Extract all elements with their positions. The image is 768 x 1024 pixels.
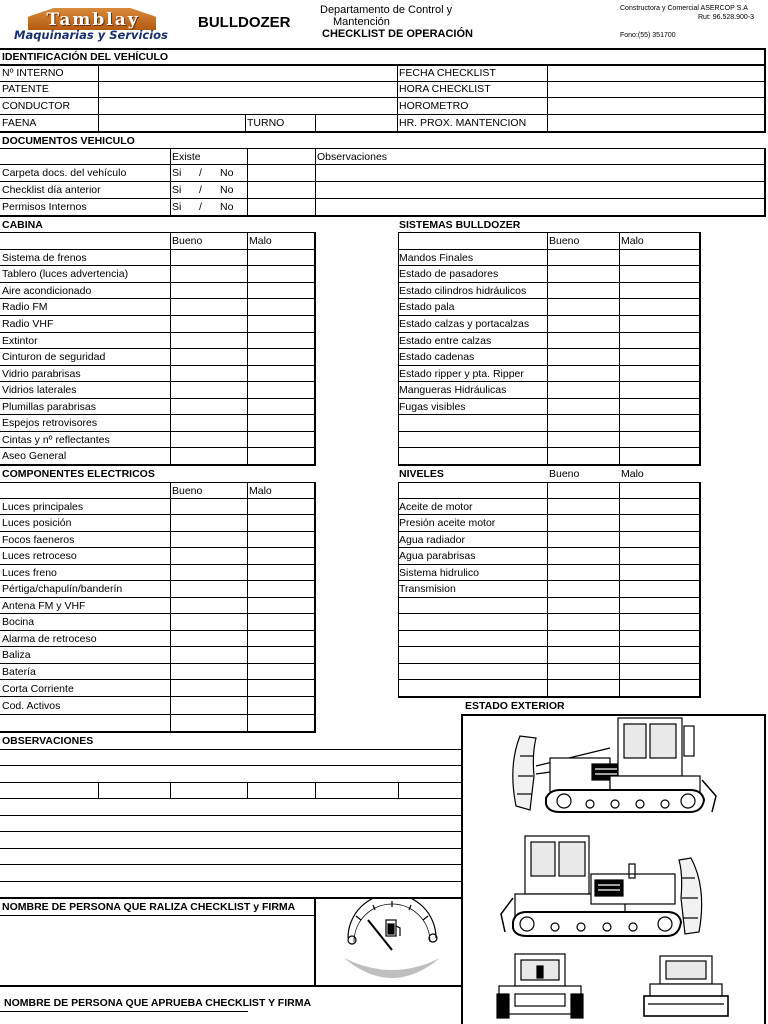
slash: / [199,201,202,213]
sistemas-item: Estado de pasadores [399,268,499,280]
sistemas-item: Estado cadenas [399,351,475,363]
cabina-item: Vidrios laterales [2,384,77,396]
firma-realiza-label: NOMBRE DE PERSONA QUE RALIZA CHECKLIST y FIRMA [2,901,296,913]
col-malo: Malo [621,235,644,247]
electricos-title: COMPONENTES ELECTRICOS [2,468,155,480]
yes-option[interactable]: Si [172,167,182,179]
col-bueno: Bueno [549,235,580,247]
sistemas-title: SISTEMAS BULLDOZER [399,219,521,231]
cabina-item: Espejos retrovisores [2,417,98,429]
bulldozer-rear-illustration [495,950,585,1022]
niveles-item: Agua parabrisas [399,550,476,562]
electricos-item: Bocina [2,616,35,628]
doc-row-label: Carpeta docs. del vehículo [2,167,127,179]
dept-line2: Mantención [333,16,390,28]
label-hora: HORA CHECKLIST [399,83,491,95]
niveles-title: NIVELES [399,468,444,480]
sistemas-item: Mandos Finales [399,252,474,264]
cabina-item: Cinturon de seguridad [2,351,106,363]
sistemas-item: Fugas visibles [399,401,466,413]
signature-box-realiza[interactable] [2,917,312,985]
label-horometro: HOROMETRO [399,100,469,112]
company-phone: Fono:(55) 351700 [620,32,676,39]
no-option[interactable]: No [220,201,234,213]
vehicle-id-title: IDENTIFICACIÓN DEL VEHÍCULO [2,51,169,63]
sistemas-item: Estado calzas y portacalzas [399,318,530,330]
col-malo: Malo [621,468,644,480]
niveles-item: Presión aceite motor [399,517,496,529]
label-conductor: CONDUCTOR [2,100,71,112]
label-interno: Nº INTERNO [2,67,64,79]
cabina-item: Aseo General [2,450,67,462]
electricos-item: Luces principales [2,501,84,513]
doc-row-label: Checklist día anterior [2,184,101,196]
firma-aprueba-label: NOMBRE DE PERSONA QUE APRUEBA CHECKLIST Y FIRMA [4,997,312,1009]
electricos-item: Batería [2,666,36,678]
logo-name: Tamblay [46,10,140,30]
electricos-item: Luces freno [2,567,57,579]
sistemas-item: Estado ripper y pta. Ripper [399,368,524,380]
sistemas-item: Estado entre calzas [399,335,492,347]
niveles-item: Agua radiador [399,534,465,546]
company-name: Constructora y Comercial ASERCOP S.A [620,5,748,12]
label-hr-prox: HR. PROX. MANTENCION [399,117,527,129]
dept-line1: Departamento de Control y [320,4,453,16]
electricos-item: Alarma de retroceso [2,633,97,645]
cabina-item: Aire acondicionado [2,285,92,297]
cabina-item: Tablero (luces advertencia) [2,268,129,280]
cabina-item: Vidrio parabrisas [2,368,81,380]
company-rut: Rut: 96.528.900-3 [698,14,755,21]
niveles-item: Sistema hidrulico [399,567,479,579]
bulldozer-front-illustration [640,952,732,1020]
cabina-item: Sistema de frenos [2,252,87,264]
cabina-item: Cintas y nº reflectantes [2,434,110,446]
cabina-title: CABINA [2,219,43,231]
label-patente: PATENTE [2,83,49,95]
bulldozer-side-left-illustration [490,716,720,822]
sistemas-item: Estado cilindros hidráulicos [399,285,527,297]
sistemas-item: Mangueras Hidráulicas [399,384,507,396]
electricos-item: Cod. Activos [2,700,61,712]
yes-option[interactable]: Si [172,201,182,213]
col-existe: Existe [172,151,201,163]
electricos-item: Luces retroceso [2,550,77,562]
col-observaciones: Observaciones [317,151,388,163]
signature-box-aprueba[interactable] [2,1012,246,1024]
logo-tagline: Maquinarias y Servicios [14,28,168,42]
niveles-item: Transmision [399,583,456,595]
doc-row-label: Permisos Internos [2,201,87,213]
observaciones-title: OBSERVACIONES [2,735,94,747]
electricos-item: Focos faeneros [2,534,75,546]
col-malo: Malo [249,485,272,497]
electricos-item: Luces posición [2,517,72,529]
electricos-item: Antena FM y VHF [2,600,86,612]
electricos-item: Baliza [2,649,31,661]
col-bueno: Bueno [172,235,203,247]
no-option[interactable]: No [220,167,234,179]
sistemas-item: Estado pala [399,301,455,313]
cabina-item: Radio VHF [2,318,54,330]
cabina-item: Extintor [2,335,38,347]
electricos-item: Corta Corriente [2,683,74,695]
no-option[interactable]: No [220,184,234,196]
col-bueno: Bueno [549,468,580,480]
col-malo: Malo [249,235,272,247]
bulldozer-side-right-illustration [495,828,725,946]
label-faena: FAENA [2,117,37,129]
niveles-item: Aceite de motor [399,501,473,513]
slash: / [199,184,202,196]
doc-title: CHECKLIST DE OPERACIÓN [322,28,473,40]
fuel-gauge-icon [340,898,444,984]
estado-exterior-title: ESTADO EXTERIOR [465,700,565,712]
documents-title: DOCUMENTOS VEHICULO [2,135,135,147]
cabina-item: Plumillas parabrisas [2,401,96,413]
cabina-item: Radio FM [2,301,48,313]
form-type: BULLDOZER [198,14,291,31]
electricos-item: Pértiga/chapulín/banderín [2,583,123,595]
slash: / [199,167,202,179]
label-turno: TURNO [247,117,285,129]
col-bueno: Bueno [172,485,203,497]
yes-option[interactable]: Si [172,184,182,196]
label-fecha: FECHA CHECKLIST [399,67,496,79]
